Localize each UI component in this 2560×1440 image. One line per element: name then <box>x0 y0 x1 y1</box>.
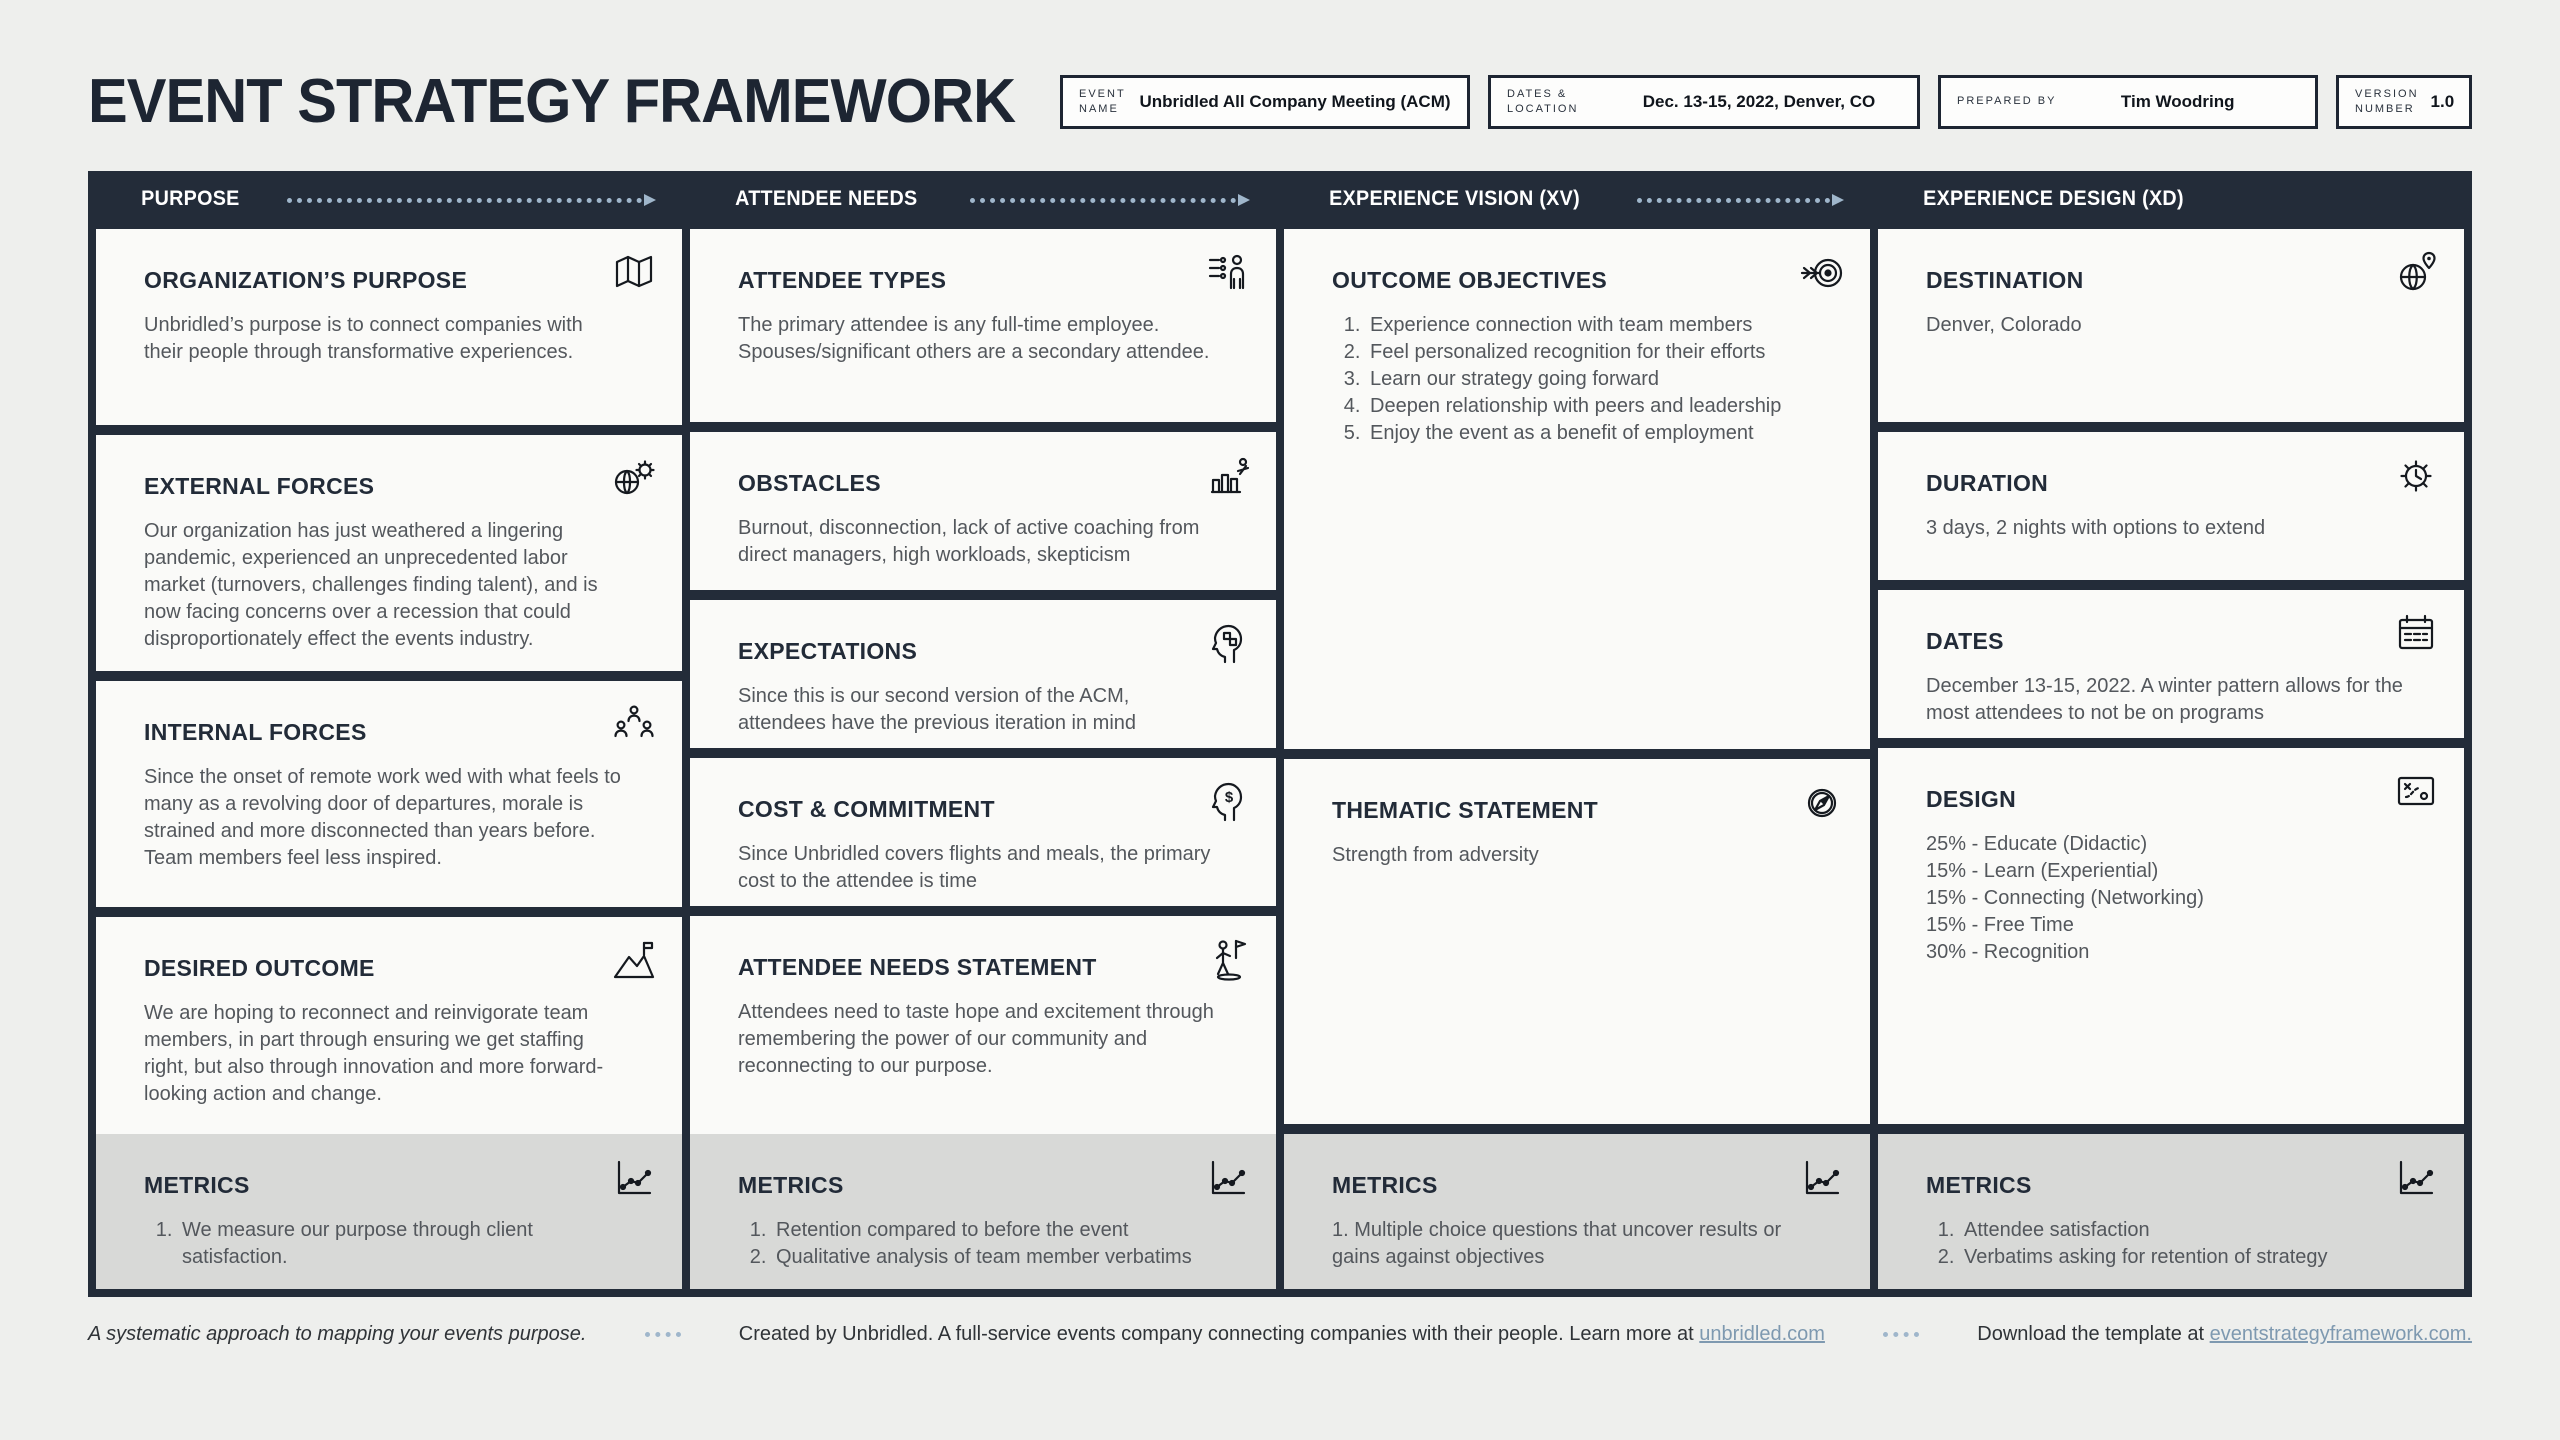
field-version-number-value: 1.0 <box>2430 91 2455 111</box>
column-header-experience-design-label: EXPERIENCE DESIGN (XD) <box>1923 187 2184 210</box>
dots-separator-icon <box>1883 1332 1919 1337</box>
design-line: 25% - Educate (Didactic) <box>1926 833 2148 855</box>
card-title: OUTCOME OBJECTIVES <box>1332 267 1608 293</box>
card-external-forces <box>96 435 682 671</box>
dots-separator-icon <box>645 1332 681 1337</box>
metrics-item: 1. Attendee satisfaction <box>1960 1217 2406 1244</box>
metrics-title: METRICS <box>1332 1172 1438 1198</box>
map-icon <box>610 249 658 297</box>
card-title: EXTERNAL FORCES <box>144 473 375 499</box>
card-title: THEMATIC STATEMENT <box>1332 797 1599 823</box>
column-header-experience-vision-label: EXPERIENCE VISION (XV) <box>1329 187 1580 210</box>
card-title: DURATION <box>1926 470 2049 496</box>
card-design <box>1878 748 2464 1124</box>
design-line: 15% - Free Time <box>1926 914 2074 936</box>
globe-gear-icon <box>610 455 658 503</box>
field-prepared-by <box>1938 75 2318 129</box>
card-body: Unbridled’s purpose is to connect companies with their people through transformative experiences. <box>144 314 583 363</box>
card-attendee-types <box>690 229 1276 422</box>
chart-icon <box>1798 1154 1846 1202</box>
field-dates-location <box>1488 75 1920 129</box>
field-dates-location-value: Dec. 13-15, 2022, Denver, CO <box>1642 91 1876 111</box>
column-header-attendee-needs <box>690 171 1276 227</box>
card-body: Since the onset of remote work wed with what feels to many as a revolving door of departures, morale is strained and more disconnected than years before. Team members feel less inspired. <box>144 766 621 869</box>
card-metrics-attendee-needs <box>690 1134 1276 1289</box>
card-title: DESIGN <box>1926 786 2016 812</box>
metrics-list <box>144 1217 624 1271</box>
column-experience-design <box>1878 227 2464 1289</box>
objective-item: 5. Enjoy the event as a benefit of employment <box>1366 420 1812 447</box>
column-experience-vision <box>1284 227 1870 1289</box>
card-title: INTERNAL FORCES <box>144 719 367 745</box>
footer-tagline: A systematic approach to mapping your events purpose. <box>88 1323 587 1345</box>
header-fields <box>1060 75 2472 129</box>
card-destination <box>1878 229 2464 422</box>
page-header <box>0 0 2560 137</box>
metrics-title: METRICS <box>738 1172 844 1198</box>
card-attendee-needs-statement <box>690 916 1276 1134</box>
head-dollar-icon <box>1204 778 1252 826</box>
card-body: Our organization has just weathered a lingering pandemic, experienced an unprecedented labor market (turnovers, challenges finding talent), and is now facing concerns over a recession that could disproportionately effect the events industry. <box>144 520 598 650</box>
target-arrow-icon <box>1798 249 1846 297</box>
card-body: We are hoping to reconnect and reinvigorate team members, in part through ensuring we get staffing right, but also through innovation and more forward-looking action and change. <box>144 1002 604 1105</box>
flow-arrow-icon <box>970 198 1246 203</box>
field-dates-location-label: DATES & LOCATION <box>1507 88 1579 115</box>
design-line: 15% - Learn (Experiential) <box>1926 860 2159 882</box>
card-desired-outcome <box>96 917 682 1134</box>
field-event-name-label: EVENT NAME <box>1079 88 1126 115</box>
flow-arrow-icon <box>1637 198 1840 203</box>
field-event-name-value: Unbridled All Company Meeting (ACM) <box>1139 91 1451 111</box>
metrics-item: 2. Qualitative analysis of team member verbatims <box>772 1244 1218 1271</box>
person-list-icon <box>1204 249 1252 297</box>
card-title: EXPECTATIONS <box>738 638 918 664</box>
card-duration <box>1878 432 2464 580</box>
objective-item: 2. Feel personalized recognition for their efforts <box>1366 339 1812 366</box>
compass-icon <box>1798 779 1846 827</box>
metrics-title: METRICS <box>1926 1172 2032 1198</box>
person-flag-icon <box>1204 936 1252 984</box>
page-title: EVENT STRATEGY FRAMEWORK <box>88 67 1016 136</box>
metrics-list <box>738 1217 1218 1271</box>
card-dates <box>1878 590 2464 738</box>
card-body: 3 days, 2 nights with options to extend <box>1926 517 2266 539</box>
card-outcome-objectives <box>1284 229 1870 749</box>
objective-item: 4. Deepen relationship with peers and leadership <box>1366 393 1812 420</box>
column-header-experience-vision <box>1284 171 1870 227</box>
objective-item: 3. Learn our strategy going forward <box>1366 366 1812 393</box>
metrics-item: 1. We measure our purpose through client satisfaction. <box>178 1217 624 1271</box>
board-columns <box>96 227 2464 1289</box>
svg-text:$: $ <box>1224 789 1234 806</box>
field-prepared-by-label: PREPARED BY <box>1957 95 2057 108</box>
field-version-number <box>2336 75 2472 129</box>
card-internal-forces <box>96 681 682 907</box>
column-header-purpose-label: PURPOSE <box>141 187 240 210</box>
card-body: The primary attendee is any full-time employee. Spouses/significant others are a secondary attendee. <box>738 314 1210 363</box>
card-body: Since Unbridled covers flights and meals, the primary cost to the attendee is time <box>738 843 1211 892</box>
footer-download-text: Download the template at <box>1977 1323 2210 1345</box>
page-footer <box>0 1297 2560 1346</box>
card-title: ATTENDEE TYPES <box>738 267 947 293</box>
card-body: Denver, Colorado <box>1926 314 2082 336</box>
card-title: DESTINATION <box>1926 267 2084 293</box>
chart-icon <box>2392 1154 2440 1202</box>
card-body: Strength from adversity <box>1332 844 1539 866</box>
card-body: Attendees need to taste hope and excitement through remembering the power of our community and reconnecting to our purpose. <box>738 1001 1214 1077</box>
metrics-text: 1. Multiple choice questions that uncover results or gains against objectives <box>1332 1219 1782 1268</box>
card-body: Burnout, disconnection, lack of active coaching from direct managers, high workloads, skepticism <box>738 517 1200 566</box>
card-organizations-purpose <box>96 229 682 425</box>
unbridled-link[interactable]: unbridled.com <box>1699 1323 1825 1345</box>
card-body: December 13-15, 2022. A winter pattern allows for the most attendees to not be on programs <box>1926 675 2403 724</box>
chart-icon <box>610 1154 658 1202</box>
hurdles-icon <box>1204 452 1252 500</box>
calendar-icon <box>2392 610 2440 658</box>
objectives-list <box>1332 312 1812 447</box>
footer-download <box>1977 1323 2472 1346</box>
team-icon <box>610 701 658 749</box>
metrics-title: METRICS <box>144 1172 250 1198</box>
strategy-icon <box>2392 768 2440 816</box>
metrics-item: 2. Verbatims asking for retention of strategy <box>1960 1244 2406 1271</box>
card-cost-commitment <box>690 758 1276 906</box>
head-puzzle-icon <box>1204 620 1252 668</box>
card-metrics-purpose <box>96 1134 682 1289</box>
footer-credit-text: Created by Unbridled. A full-service events company connecting companies with their people. Learn more at <box>738 1323 1700 1345</box>
card-title: OBSTACLES <box>738 470 881 496</box>
card-expectations <box>690 600 1276 748</box>
field-event-name <box>1060 75 1470 129</box>
column-header-purpose <box>96 171 682 227</box>
flow-arrow-icon <box>287 198 652 203</box>
mountain-flag-icon <box>610 937 658 985</box>
objective-item: 1. Experience connection with team members <box>1366 312 1812 339</box>
card-title: DESIRED OUTCOME <box>144 955 375 981</box>
field-version-number-label: VERSION NUMBER <box>2355 88 2419 115</box>
chart-icon <box>1204 1154 1252 1202</box>
eventstrategyframework-link[interactable]: eventstrategyframework.com. <box>2209 1323 2472 1345</box>
field-prepared-by-value: Tim Woodring <box>2120 91 2235 111</box>
metrics-list <box>1926 1217 2406 1271</box>
card-obstacles <box>690 432 1276 590</box>
metrics-item: 1. Retention compared to before the event <box>772 1217 1218 1244</box>
card-title: DATES <box>1926 628 2004 654</box>
design-line: 30% - Recognition <box>1926 941 2090 963</box>
card-thematic-statement <box>1284 759 1870 1124</box>
card-title: ORGANIZATION’S PURPOSE <box>144 267 468 293</box>
card-body: Since this is our second version of the ACM, attendees have the previous iteration in mind <box>738 685 1137 734</box>
column-attendee-needs <box>690 227 1276 1289</box>
card-title: COST & COMMITMENT <box>738 796 995 822</box>
card-metrics-experience-vision <box>1284 1134 1870 1289</box>
globe-pin-icon <box>2392 249 2440 297</box>
column-header-bar <box>96 171 2464 227</box>
card-title: ATTENDEE NEEDS STATEMENT <box>738 954 1097 980</box>
framework-board <box>88 171 2472 1297</box>
card-metrics-experience-design <box>1878 1134 2464 1289</box>
column-header-attendee-needs-label: ATTENDEE NEEDS <box>735 187 918 210</box>
column-purpose <box>96 227 682 1289</box>
design-line: 15% - Connecting (Networking) <box>1926 887 2204 909</box>
column-header-experience-design <box>1878 171 2464 227</box>
gear-clock-icon <box>2392 452 2440 500</box>
footer-credit <box>739 1323 1825 1346</box>
